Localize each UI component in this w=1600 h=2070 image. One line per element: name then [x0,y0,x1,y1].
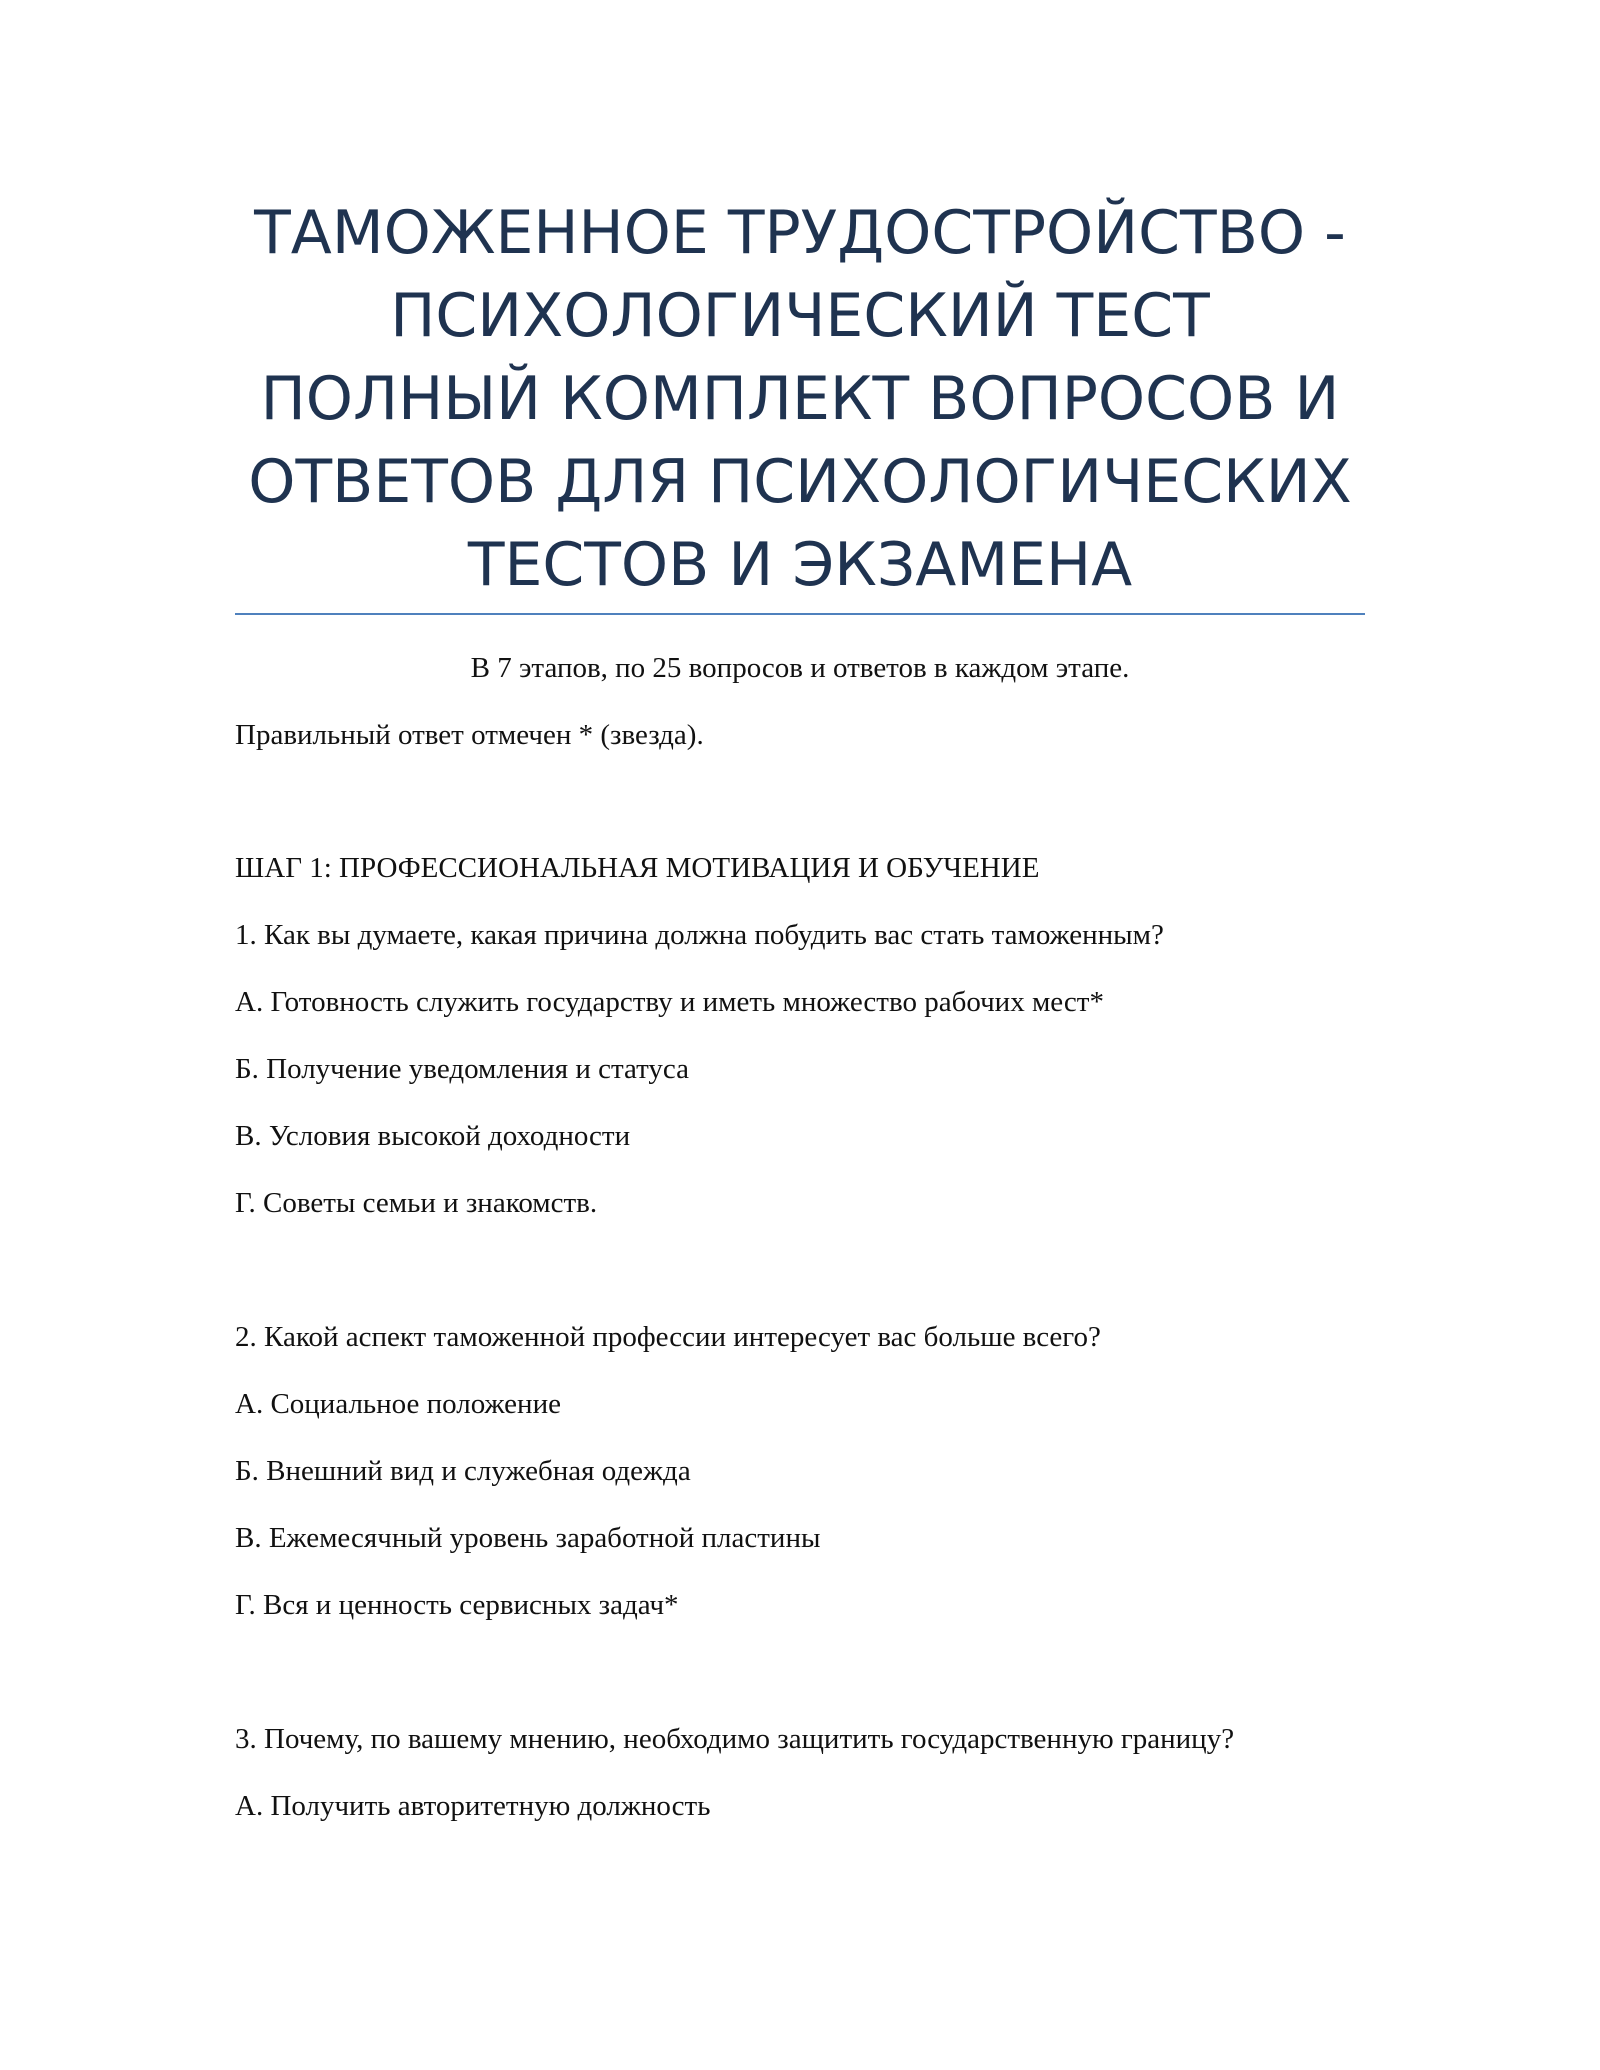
document-title [235,192,1365,607]
step-heading: ШАГ 1: ПРОФЕССИОНАЛЬНАЯ МОТИВАЦИЯ И ОБУЧЕНИЕ [235,852,1040,884]
title-divider [235,613,1365,615]
question-text: 1. Как вы думаете, какая причина должна побудить вас стать таможенным? [235,919,1164,951]
title-line: ТАМОЖЕННОЕ ТРУДОСТРОЙСТВО - [254,198,1346,268]
intro-note: Правильный ответ отмечен * (звезда). [235,719,704,751]
title-line: ОТВЕТОВ ДЛЯ ПСИХОЛОГИЧЕСКИХ [248,447,1352,517]
answer-option: Б. Внешний вид и служебная одежда [235,1455,691,1487]
answer-option: В. Ежемесячный уровень заработной пластины [235,1522,821,1554]
title-line: ПСИХОЛОГИЧЕСКИЙ ТЕСТ [390,281,1210,351]
answer-option: А. Готовность служить государству и иметь множество рабочих мест* [235,986,1104,1018]
answer-option: Г. Советы семьи и знакомств. [235,1187,598,1219]
answer-option: А. Социальное положение [235,1388,561,1420]
answer-option: Г. Вся и ценность сервисных задач* [235,1589,679,1621]
title-line: ПОЛНЫЙ КОМПЛЕКТ ВОПРОСОВ И [260,364,1340,434]
question-text: 2. Какой аспект таможенной профессии интересует вас больше всего? [235,1321,1101,1353]
title-line: ТЕСТОВ И ЭКЗАМЕНА [467,530,1133,600]
answer-option: Б. Получение уведомления и статуса [235,1053,690,1085]
answer-option: В. Условия высокой доходности [235,1120,631,1152]
question-text: 3. Почему, по вашему мнению, необходимо защитить государственную границу? [235,1723,1235,1755]
answer-option: А. Получить авторитетную должность [235,1790,711,1822]
intro-stages: В 7 этапов, по 25 вопросов и ответов в каждом этапе. [470,652,1130,684]
